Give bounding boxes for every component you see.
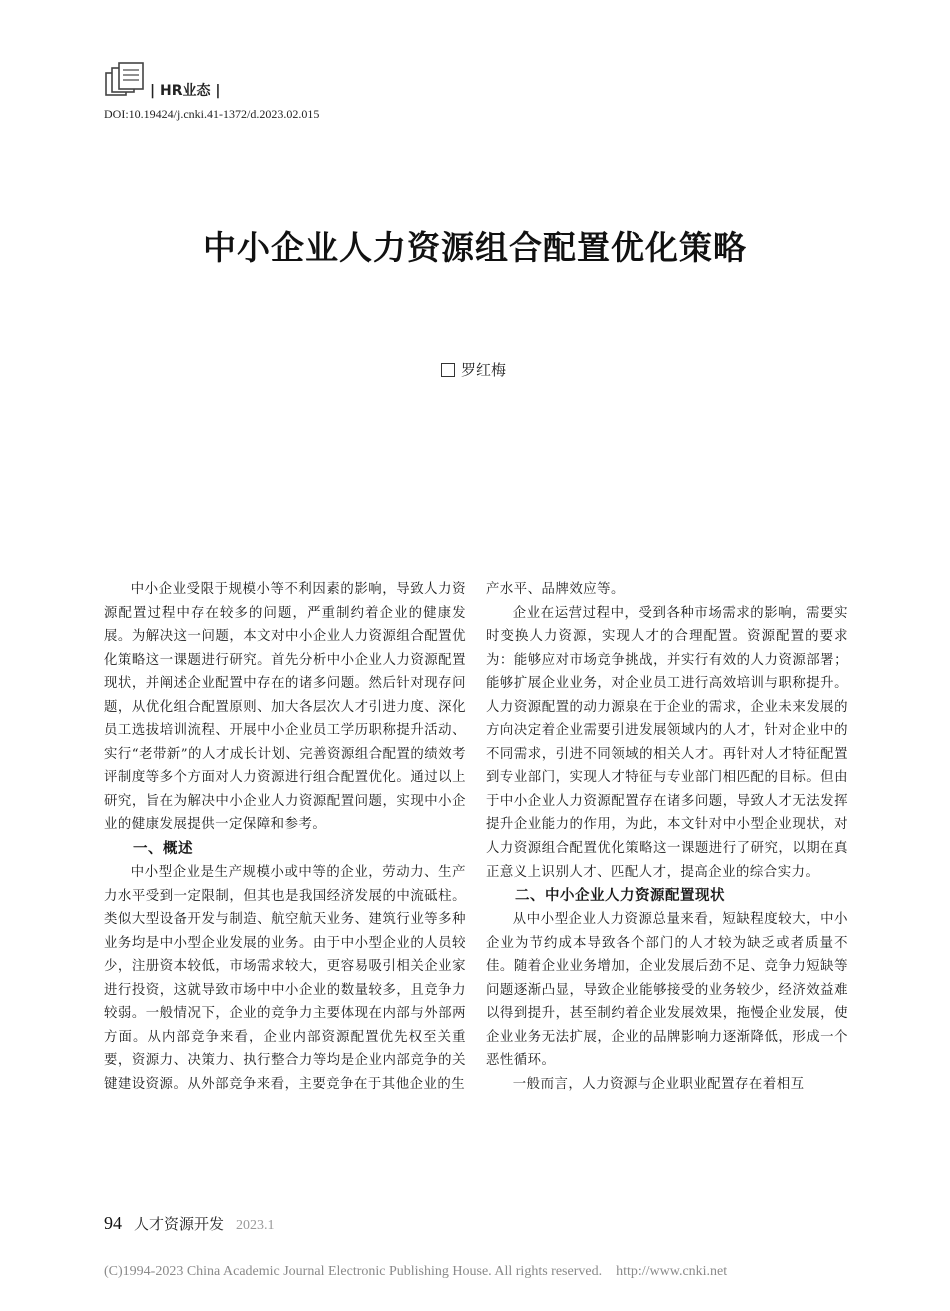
journal-name: 人才资源开发 [134,1215,225,1233]
page-footer [104,1213,275,1234]
article-title: 中小企业人力资源组合配置优化策略 [203,228,747,267]
section2-paragraph: 从中小型企业人力资源总量来看，短缺程度较大，中小企业为节约成本导致各个部门的人才较为缺乏或者质量不佳。随着企业业务增加，企业发展后劲不足、竞争力短缺等问题逐渐凸显，导致企业能够接受的业务较少，经济效益难以得到提升，甚至制约着企业发展效果，拖慢企业发展，使企业业务无法扩展，企业的品牌影响力逐渐降低，形成一个恶性循环。 [486,912,848,1069]
page-number: 94 [104,1213,122,1233]
section1-paragraph: 中小型企业是生产规模小或中等的企业，劳动力、生产力水平受到一定限制，但其也是我国经济发展的中流砥柱。类似大型设备开发与制造、航空航天业务、建筑行业等多种业务均是中小型企业发展的业务。由于中小型企业的人员较少，注册资本较低，市场需求较大，更容易吸引相关企业家进行投资，这就导致市场中中小企业的数量较多，且竞争力较弱。一般情况下，企业的竞争力主要体现在内部与外部两方面。从内部竞争来看，企业内部资源配置优先权至关重要，资源力、决策力、执行整合力等均是企业内部竞争的关键建设资源。从外部竞争来看，主要竞争在于其他企业的生 [104,865,466,1092]
copyright-line [104,1264,727,1280]
right-column [486,578,848,1096]
issue: 2023.1 [236,1218,275,1233]
author-box-icon [441,363,455,377]
section-tag: | HR业态 | [150,83,221,99]
author-name: 罗红梅 [461,361,507,379]
body-paragraph: 企业在运营过程中，受到各种市场需求的影响，需要实时变换人力资源，实现人才的合理配置。资源配置的要求为：能够应对市场竞争挑战，并实行有效的人力资源部署；能够扩展企业业务，对企业员工进行高效培训与职称提升。人力资源配置的动力源泉在于企业的需求，企业未来发展的方向决定着企业需要引进发展领域内的人才，针对企业中的不同需求，引进不同领域的相关人才。再针对人才特征配置到专业部门，实现人才特征与专业部门相匹配的目标。但由于中小企业人力资源配置存在诸多问题，导致人才无法发挥提升企业能力的作用，为此，本文针对中小型企业现状，对人力资源组合配置优化策略这一课题进行了研究，以期在真正意义上识别人才、匹配人才，提高企业的综合实力。 [486,605,848,880]
document-stack-icon [104,61,148,99]
abstract-paragraph: 中小企业受限于规模小等不利因素的影响，导致人力资源配置过程中存在较多的问题，严重制约着企业的健康发展。为解决这一问题，本文对中小企业人力资源组合配置优化策略这一课题进行研究。首先分析中小企业人力资源配置现状，并阐述企业配置中存在的诸多问题。然后针对现存问题，从优化组合配置原则、加大各层次人才引进力度、深化员工选拔培训流程、开展中小企业员工学历职称提升活动、实行“老带新”的人才成长计划、完善资源组合配置的绩效考评制度等多个方面对人力资源进行组合配置优化。通过以上研究，旨在为解决中小企业人力资源配置问题，实现中小企业的健康发展提供一定保障和参考。 [104,582,466,833]
cnki-link[interactable]: http://www.cnki.net [616,1264,728,1279]
doi: DOI:10.19424/j.cnki.41-1372/d.2023.02.015 [104,107,320,121]
section2-heading: 二、中小企业人力资源配置现状 [515,888,725,905]
author-line [441,359,506,380]
left-column [104,578,466,1096]
continued-paragraph: 产水平、品牌效应等。 [486,582,625,597]
section1-heading: 一、概述 [133,841,193,858]
copyright-text: (C)1994-2023 China Academic Journal Electronic Publishing House. All rights reserved. [104,1264,603,1279]
body-paragraph: 一般而言，人力资源与企业职业配置存在着相互 [512,1076,805,1092]
